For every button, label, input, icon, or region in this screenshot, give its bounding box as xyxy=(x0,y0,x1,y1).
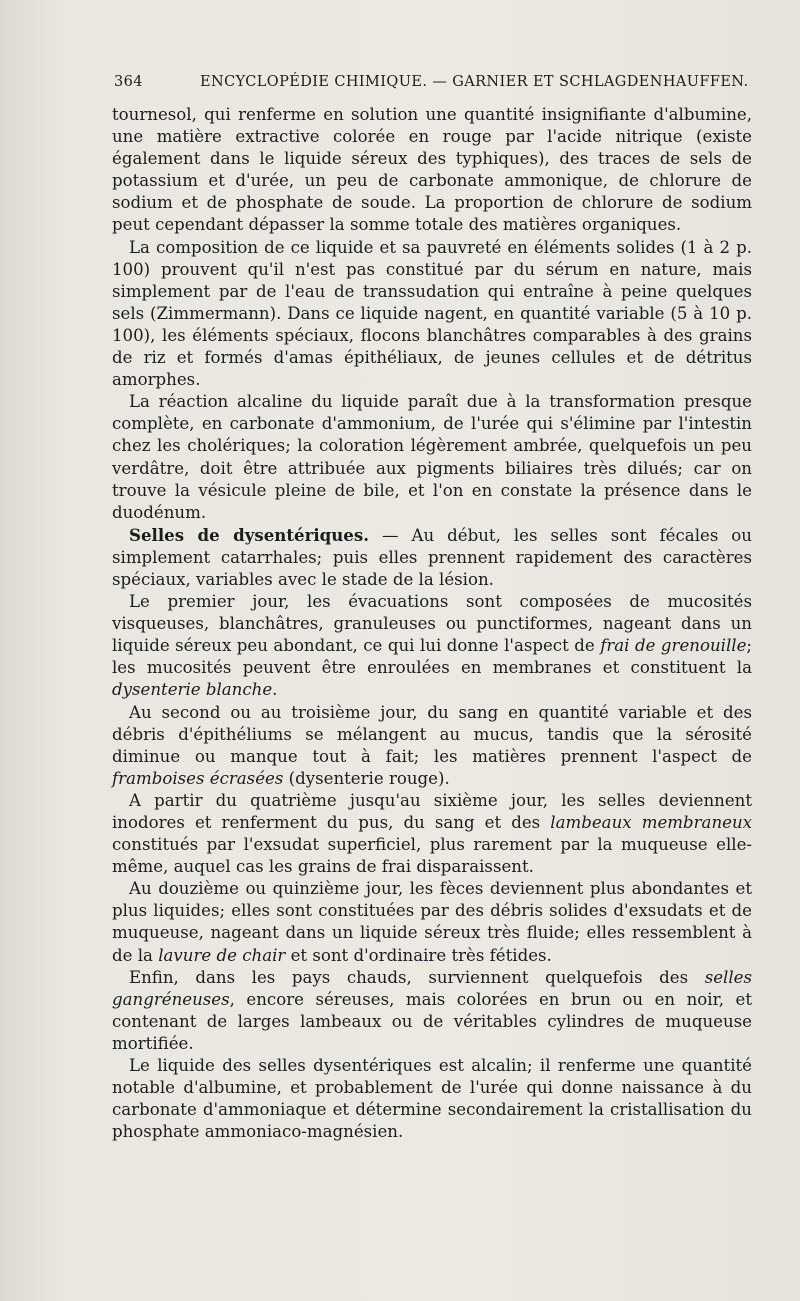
paragraph-1: tournesol, qui renferme en solution une quantité insignifiante d'albumine, une matière extractive colorée en rouge par l'acide nitrique (existe également dans le liquide séreux des typhiques), des traces de sels de potassium et d'urée, un peu de carbonate ammonique, de chlorure de sodium et de phosphate de soude. La proportion de chlorure de sodium peut cependant dépasser la somme totale des matières organiques. xyxy=(112,105,752,235)
paragraph-6: Au second ou au troisième jour, du sang en quantité variable et des débris d'épithéliums se mélangent au mucus, tandis que la sérosité diminue ou manque tout à fait; les matières prennent l'aspect de framboises écrasées (dysenterie rouge). xyxy=(112,702,752,788)
italic-term: dysenterie blanche xyxy=(112,680,273,700)
paragraph-2: La composition de ce liquide et sa pauvreté en éléments solides (1 à 2 p. 100) prouvent qu'il n'est pas constitué par du sérum en nature, mais simplement par de l'eau de transsudation qui entraîne à peine quelques sels (Zimmermann). Dans ce liquide nagent, en quantité variable (5 à 10 p. 100), les éléments spéciaux, flocons blanchâtres comparables à des grains de riz et formés d'amas épithéliaux, de jeunes cellules et de détritus amorphes. xyxy=(112,237,752,390)
running-title: ENCYCLOPÉDIE CHIMIQUE. — GARNIER ET SCHLAGDENHAUFFEN. xyxy=(200,74,749,90)
paragraph-4: Selles de dysentériques. — Au début, les selles sont fécales ou simplement catarrhales; puis elles prennent rapidement des caractères spéciaux, variables avec le stade de la lésion. xyxy=(112,524,752,589)
body-text xyxy=(112,104,752,1143)
paragraph-7: A partir du quatrième jusqu'au sixième jour, les selles deviennent inodores et renferment du pus, du sang et des lambeaux membraneux constitués par l'exsudat superficiel, plus rarement par la muqueuse elle-même, auquel cas les grains de frai disparaissent. xyxy=(112,790,752,877)
paragraph-8: Au douzième ou quinzième jour, les fèces deviennent plus abondantes et plus liquides; elles sont constituées par des débris solides d'exsudats et de muqueuse, nageant dans un liquide séreux très fluide; elles ressemblent à de la lavure de chair et sont d'ordinaire très fétides. xyxy=(112,879,752,965)
running-header xyxy=(114,74,760,90)
italic-term: lambeaux membraneux xyxy=(550,813,752,832)
paragraph-9: Enfin, dans les pays chauds, surviennent quelquefois des selles gangréneuses, encore séreuses, mais colorées en brun ou en noir, et contenant de larges lambeaux ou de véritables cylindres de muqueuse mortifiée. xyxy=(112,967,752,1053)
italic-term: lavure de chair xyxy=(158,945,286,965)
italic-term: framboises écrasées xyxy=(112,768,284,788)
paragraph-10: Le liquide des selles dysentériques est alcalin; il renferme une quantité notable d'albumine, et probablement de l'urée qui donne naissance à du carbonate d'ammoniaque et détermine secondairement la cristallisation du phosphate ammoniaco-magnésien. xyxy=(112,1056,752,1142)
italic-term: frai de grenouille xyxy=(600,636,747,656)
italic-term: selles gangréneuses xyxy=(112,967,752,1009)
section-heading: Selles de dysentériques. xyxy=(129,524,369,545)
page-number: 364 xyxy=(114,74,143,90)
paragraph-3: La réaction alcaline du liquide paraît due à la transformation presque complète, en carbonate d'ammonium, de l'urée qui s'élimine par l'intestin chez les cholériques; la coloration légèrement ambrée, quelquefois un peu verdâtre, doit être attribuée aux pigments biliaires très dilués; car on trouve la vésicule pleine de bile, et l'on en constate la présence dans le duodénum. xyxy=(112,392,752,522)
paragraph-5: Le premier jour, les évacuations sont composées de mucosités visqueuses, blanchâtres, granuleuses ou punctiformes, nageant dans un liquide séreux peu abondant, ce qui lui donne l'aspect de frai de grenouille; les mucosités peuvent être enroulées en membranes et constituent la dysenterie blanche. xyxy=(112,592,753,700)
